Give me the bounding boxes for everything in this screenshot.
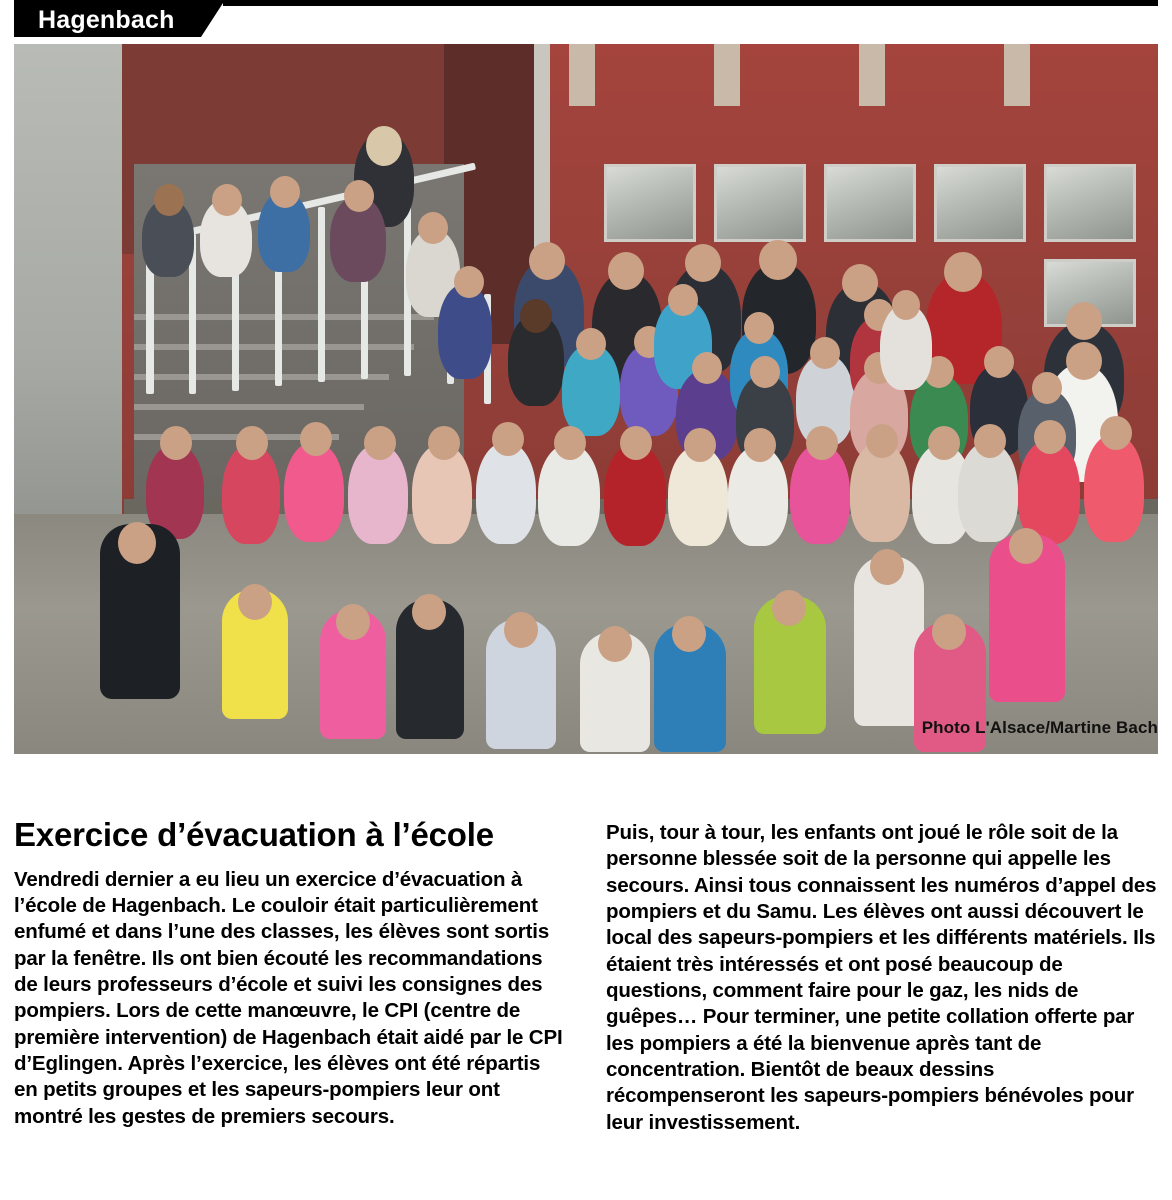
person-head bbox=[160, 426, 192, 460]
person-head bbox=[118, 522, 156, 564]
person-head bbox=[1034, 420, 1066, 454]
person-head bbox=[608, 252, 644, 290]
person-child bbox=[476, 442, 536, 544]
person-head bbox=[806, 426, 838, 460]
building-window bbox=[1044, 164, 1136, 242]
person-head bbox=[892, 290, 920, 320]
person-head bbox=[684, 428, 716, 462]
person-head bbox=[554, 426, 586, 460]
person-head bbox=[154, 184, 184, 216]
article-text-left: Vendredi dernier a eu lieu un exercice d’évacuation à l’école de Hagenbach. Le couloir était particulièrement enfumé et dans l’une des classes, les élèves sont sortis par la fenêtre. Ils ont bien écouté les recommandations de leurs professeurs d’école et suivi les consignes des pompiers. Lors de cette manœuvre, le CPI (centre de première intervention) de Hagenbach était aidé par le CPI d’Eglingen. Après l’exercice, les élèves ont été répartis en petits groupes et les sapeurs-pompiers leur ont montré les gestes de premiers secours. bbox=[14, 867, 563, 1128]
person-head bbox=[1066, 342, 1102, 380]
banner-arrow-shape bbox=[201, 3, 223, 37]
roof-beam bbox=[859, 44, 885, 106]
person-head bbox=[344, 180, 374, 212]
person-head bbox=[984, 346, 1014, 378]
stair-step bbox=[134, 404, 364, 410]
banner-location: Hagenbach bbox=[14, 3, 201, 37]
person-head bbox=[668, 284, 698, 316]
person-head bbox=[1009, 528, 1043, 564]
article-photo bbox=[14, 44, 1158, 754]
building-left-wall bbox=[14, 44, 134, 564]
person-head bbox=[759, 240, 797, 280]
person-head bbox=[236, 426, 268, 460]
photo-scene bbox=[14, 44, 1158, 754]
person-head bbox=[428, 426, 460, 460]
building-window bbox=[604, 164, 696, 242]
person-head bbox=[270, 176, 300, 208]
banner-extension-rule bbox=[223, 3, 1158, 37]
person-head bbox=[672, 616, 706, 652]
building-window bbox=[934, 164, 1026, 242]
article-text-right: Puis, tour à tour, les enfants ont joué le rôle soit de la personne blessée soit de la personne qui appelle les secours. Ainsi tous connaissent les numéros d’appel des pompiers et du Samu. Les élèves ont aussi découvert le local des sapeurs-pompiers et les différents matériels. Ils étaient très intéressés et ont posé beaucoup de questions, comment faire pour le gaz, les nids de guêpes… Pour terminer, une petite collation offerte par les pompiers a été la bienvenue après tant de concentration. Bientôt de beaux dessins récompenseront les sapeurs-pompiers bénévoles pour leur investissement. bbox=[606, 821, 1157, 1134]
person-head bbox=[928, 426, 960, 460]
article-body bbox=[14, 818, 1158, 1136]
person-head bbox=[1066, 302, 1102, 340]
person-head bbox=[1100, 416, 1132, 450]
downpipe bbox=[534, 44, 550, 274]
stair-step bbox=[134, 374, 389, 380]
section-banner bbox=[14, 0, 1158, 40]
person-head bbox=[744, 312, 774, 344]
person-head bbox=[685, 244, 721, 282]
roof-beam bbox=[714, 44, 740, 106]
person-head bbox=[744, 428, 776, 462]
rail-post bbox=[318, 207, 325, 382]
person-head bbox=[576, 328, 606, 360]
person-head bbox=[1032, 372, 1062, 404]
person-head bbox=[336, 604, 370, 640]
stair-step bbox=[134, 314, 434, 320]
person-head bbox=[454, 266, 484, 298]
person-child bbox=[1084, 434, 1144, 542]
article-column-left bbox=[14, 818, 566, 1136]
person-head bbox=[366, 126, 402, 166]
person-head bbox=[974, 424, 1006, 458]
person-head bbox=[238, 584, 272, 620]
person-child bbox=[438, 284, 492, 379]
person-head bbox=[364, 426, 396, 460]
person-head bbox=[598, 626, 632, 662]
person-head bbox=[866, 424, 898, 458]
person-head bbox=[944, 252, 982, 292]
article-headline: Exercice d’évacuation à l’école bbox=[14, 816, 494, 853]
building-window bbox=[714, 164, 806, 242]
person-child bbox=[284, 442, 344, 542]
person-head bbox=[932, 614, 966, 650]
person-head bbox=[520, 299, 552, 333]
person-head bbox=[842, 264, 878, 302]
photo-credit: Photo L'Alsace/Martine Bach bbox=[921, 718, 1158, 737]
person-head bbox=[418, 212, 448, 244]
person-head bbox=[750, 356, 780, 388]
article-column-right bbox=[606, 818, 1158, 1136]
person-head bbox=[412, 594, 446, 630]
roof-beam bbox=[1004, 44, 1030, 106]
person-head bbox=[300, 422, 332, 456]
building-window bbox=[824, 164, 916, 242]
person-head bbox=[810, 337, 840, 369]
person-head bbox=[772, 590, 806, 626]
person-head bbox=[212, 184, 242, 216]
person-head bbox=[492, 422, 524, 456]
person-head bbox=[870, 549, 904, 585]
person-head bbox=[504, 612, 538, 648]
person-head bbox=[692, 352, 722, 384]
person-head bbox=[620, 426, 652, 460]
roof-beam bbox=[569, 44, 595, 106]
person-head bbox=[529, 242, 565, 280]
stair-step bbox=[134, 344, 414, 350]
